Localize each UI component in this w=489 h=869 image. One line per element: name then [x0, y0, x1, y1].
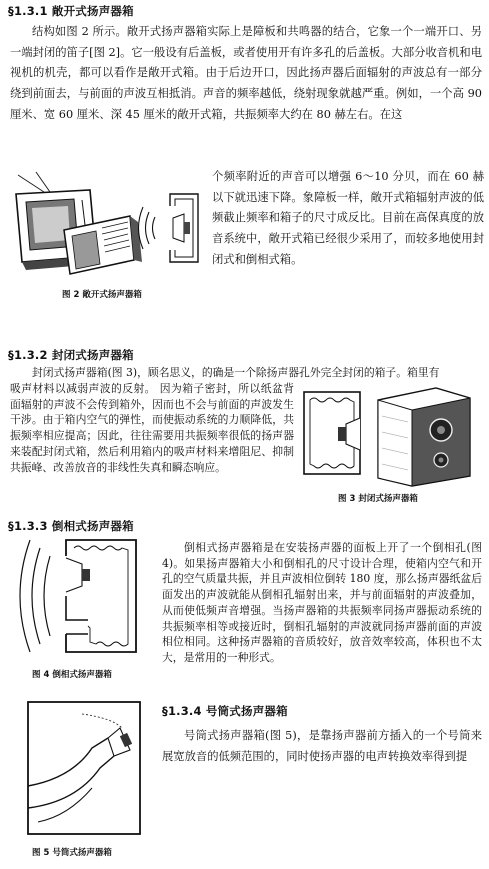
section-paragraph-open-box: 结构如图 2 所示。敞开式扬声器箱实际上是障板和共鸣器的结合，它象一个一端开口、另一端封闭的笛子[图 2]。它一般设有后盖板，或者使用开有许多孔的后盖板。大部分收音机和电视机的机壳，都可以看作是敞开式箱。由于后边开口，因此扬声器后面辐射的声波总有一部分绕到前面去，与前面的声波互相抵消。声音的频率越低，绕射现象就越严重。例如，一个高 90 厘米、宽 60 厘米、深 45 厘米的敞开式箱，共振频率大约在 80 赫左右。在这	[10, 25, 482, 121]
figure-open-box	[12, 170, 207, 285]
section-heading-closed-box: §1.3.2 封闭式扬声器箱	[8, 348, 134, 362]
section-heading-bass-reflex-box: §1.3.3 倒相式扬声器箱	[8, 519, 134, 533]
figure-closed-box	[298, 382, 484, 488]
section-heading-open-box: §1.3.1 敞开式扬声器箱	[8, 4, 134, 18]
section-paragraph-closed-box: 封闭式扬声器箱(图 3)，顾名思义，的确是一个除扬声器孔外完全封闭的箱子。箱里有	[32, 366, 440, 379]
figure-caption: 图 5 号筒式扬声器箱	[32, 848, 112, 858]
figure-caption: 图 2 敞开式扬声器箱	[62, 290, 142, 300]
section-paragraph-bass-reflex-box: 倒相式扬声器箱是在安装扬声器的面板上开了一个倒相孔(图 4)。如果扬声器箱大小和倒相孔的尺寸设计合理，使箱内空气和开孔的空气质量共振，并且声波相位倒转 180 度，那么扬声器纸盆后面发出的声波就能从倒相孔辐射出来，并与前面辐射的声波叠加，从而使低频声音增强。当扬声器箱的共振频率同扬声器振动系统的共振频率相等或接近时，倒相孔辐射的声波就同扬声器前面的声波相位相同。这种扬声器箱的音质较好，放音效率较高，体积也不太大，是常用的一种形式。	[162, 541, 482, 664]
section-paragraph-horn-box: 号筒式扬声器箱(图 5)，是靠扬声器前方插入的一个号筒来展宽放音的低频范围的，同时使扬声器的电声转换效率得到提	[162, 729, 482, 763]
section-paragraph-closed-box-cont: 吸声材料以减弱声波的反射。 因为箱子密封，所以纸盆背面辐射的声波不会传到箱外，因而也不会与前面的声波发生干涉。由于箱内空气的弹性，而使振动系统的力顺降低，共振频率相应提高；因此，往往需要用共振频率很低的扬声器来装配封闭式箱，然后利用箱内的吸声材料来增阻尼、抑制共振峰、改善放音的非线性失真和瞬态响应。	[10, 382, 294, 474]
figure-horn-box	[22, 698, 146, 838]
figure-caption: 图 3 封闭式扬声器箱	[338, 494, 418, 504]
section-heading-horn-box: §1.3.4 号筒式扬声器箱	[162, 704, 288, 718]
figure-bass-reflex-box	[10, 536, 160, 658]
figure-caption: 图 4 倒相式扬声器箱	[32, 670, 112, 680]
section-paragraph-open-box-cont: 个频率附近的声音可以增强 6～10 分贝，而在 60 赫以下就迅速下降。象障板一样，敞开式箱辐射声波的低频截止频率和箱子的尺寸成反比。目前在高保真度的放音系统中，敞开式箱已经很少采用了，而较多地使用封闭式和倒相式箱。	[212, 170, 484, 266]
